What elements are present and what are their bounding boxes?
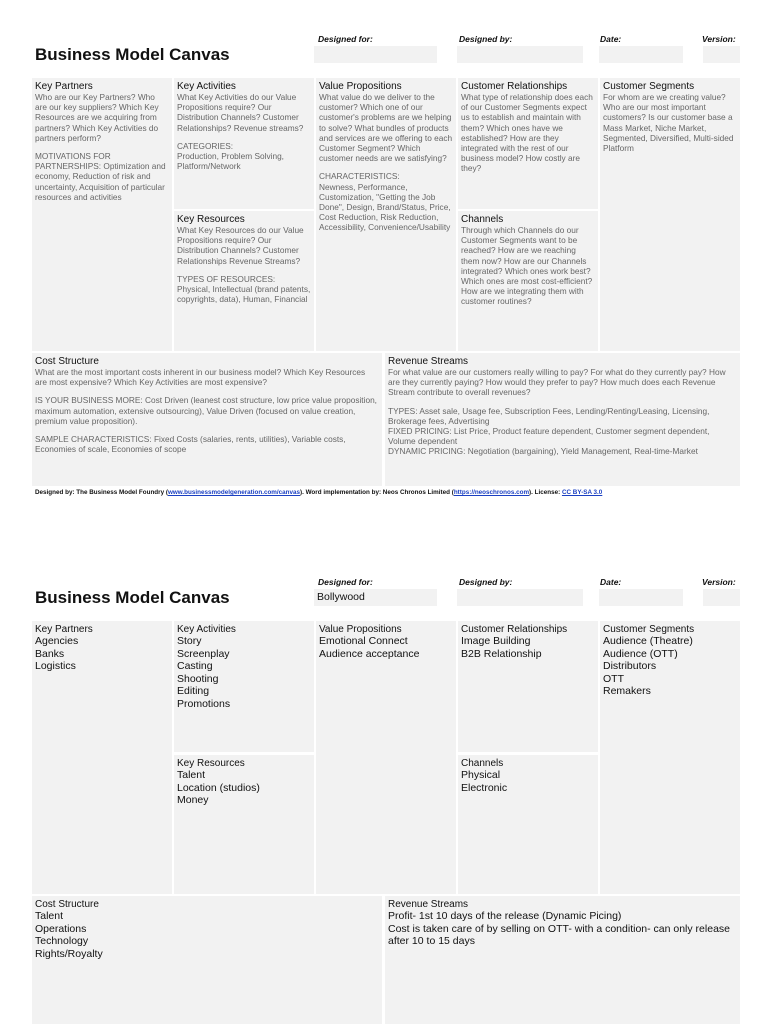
- customer-relationships-box[interactable]: [458, 78, 598, 209]
- designed-for-label: Designed for:: [318, 577, 373, 587]
- key-resources-box[interactable]: [174, 211, 314, 351]
- key-resources-types: TYPES OF RESOURCES: Physical, Intellectual (brand patents, copyrights, data), Human, Financial: [177, 273, 311, 305]
- list-item: Promotions: [177, 697, 231, 710]
- date-label: Date:: [600, 34, 622, 44]
- key-partners-heading: Key Partners: [35, 624, 93, 635]
- list-item: Talent: [177, 769, 206, 781]
- designed-for-field[interactable]: Bollywood: [314, 589, 437, 606]
- list-item: Money: [177, 794, 209, 807]
- list-item: Screenplay: [177, 647, 230, 660]
- value-propositions-list: [319, 635, 453, 660]
- date-field[interactable]: [599, 46, 683, 63]
- credits-text-2: ). Word implementation by: Neos Chronos Limited (: [300, 489, 454, 496]
- designed-for-label: Designed for:: [318, 34, 373, 44]
- page-title: Business Model Canvas: [35, 45, 230, 64]
- key-partners-box[interactable]: [32, 621, 172, 894]
- revenue-streams-types: TYPES: Asset sale, Usage fee, Subscription Fees, Lending/Renting/Leasing, Licensing, Brokerage fees, Advertising FIXED PRICING: List Price, Product feature dependent, Customer segment dependent, Volume dependent DYNAMIC PRICING: Negotiation (bargaining), Yield Management, Real-time-Market: [388, 405, 710, 457]
- list-item: Electronic: [461, 781, 508, 794]
- revenue-streams-list: [388, 910, 737, 948]
- key-activities-box[interactable]: [174, 78, 314, 209]
- cost-structure-box[interactable]: [32, 896, 382, 1024]
- key-partners-list: [35, 635, 169, 673]
- cost-structure-questions: What are the most important costs inherent in our business model? Which Key Resources are most expensive? Which Key Activities are most expensive?: [35, 367, 366, 388]
- value-propositions-box[interactable]: [316, 621, 456, 894]
- version-label: Version:: [702, 577, 736, 587]
- customer-segments-questions: For whom are we creating value? Who are our most important customers? Is our customer base a Mass Market, Niche Market, Segmented, Diversified, Multi-sided Platform: [603, 92, 734, 154]
- designed-by-field[interactable]: [457, 589, 583, 606]
- channels-box[interactable]: [458, 755, 598, 894]
- key-activities-box[interactable]: [174, 621, 314, 752]
- version-field[interactable]: [703, 589, 740, 606]
- channels-heading: Channels: [461, 214, 504, 225]
- cost-structure-heading: Cost Structure: [35, 356, 99, 367]
- canvas-link[interactable]: www.businessmodelgeneration.com/canvas: [167, 489, 300, 496]
- customer-segments-box[interactable]: [600, 78, 740, 351]
- value-propositions-heading: Value Propositions: [319, 81, 402, 92]
- list-item: Technology: [35, 935, 89, 948]
- customer-segments-heading: Customer Segments: [603, 81, 695, 92]
- channels-questions: Through which Channels do our Customer Segments want to be reached? How are we reaching them now? How are our Channels integrated? Which ones work best? Which ones are most cost-efficient? How are we integrating them with customer routines?: [461, 225, 593, 307]
- value-propositions-heading: Value Propositions: [319, 624, 402, 635]
- key-activities-categories: CATEGORIES: Production, Problem Solving, Platform/Network: [177, 140, 284, 172]
- list-item: Logistics: [35, 660, 76, 673]
- value-propositions-box[interactable]: [316, 78, 456, 351]
- channels-heading: Channels: [461, 758, 504, 769]
- revenue-streams-heading: Revenue Streams: [388, 356, 469, 367]
- list-item: Distributors: [603, 660, 657, 673]
- customer-segments-heading: Customer Segments: [603, 624, 695, 635]
- customer-relationships-heading: Customer Relationships: [461, 81, 568, 92]
- list-item: Profit- 1st 10 days of the release (Dynamic Picing): [388, 910, 622, 922]
- key-resources-list: [177, 769, 311, 807]
- list-item: Agencies: [35, 635, 79, 647]
- cost-structure-characteristics: SAMPLE CHARACTERISTICS: Fixed Costs (salaries, rents, utilities), Variable costs, Economies of scale, Economies of scope: [35, 434, 346, 455]
- key-resources-box[interactable]: [174, 755, 314, 894]
- credits-footer: [35, 489, 602, 496]
- page-title: Business Model Canvas: [35, 588, 230, 607]
- cost-structure-business-type: IS YOUR BUSINESS MORE: Cost Driven (leanest cost structure, low price value proposition, maximum automation, extensive outsourcing), Value Driven (focused on value creation, premium value proposition).: [35, 395, 377, 426]
- key-partners-questions: Who are our Key Partners? Who are our key suppliers? Which Key Resources are we acquiring from partners? Which Key Activities do partners perform?: [35, 92, 159, 143]
- designed-for-field[interactable]: [314, 46, 437, 63]
- key-resources-heading: Key Resources: [177, 758, 245, 769]
- channels-box[interactable]: [458, 211, 598, 351]
- list-item: Audience acceptance: [319, 647, 420, 660]
- key-activities-heading: Key Activities: [177, 624, 236, 635]
- designed-by-field[interactable]: [457, 46, 583, 63]
- version-field[interactable]: [703, 46, 740, 63]
- key-resources-questions: What Key Resources do our Value Propositions require? Our Distribution Channels? Customer Relationships Revenue Streams?: [177, 225, 304, 266]
- list-item: Banks: [35, 647, 65, 660]
- key-resources-heading: Key Resources: [177, 214, 245, 225]
- cost-structure-list: [35, 910, 379, 960]
- customer-relationships-box[interactable]: [458, 621, 598, 752]
- list-item: Audience (Theatre): [603, 635, 693, 647]
- revenue-streams-heading: Revenue Streams: [388, 899, 469, 910]
- list-item: Casting: [177, 660, 213, 673]
- list-item: OTT: [603, 672, 624, 685]
- key-activities-heading: Key Activities: [177, 81, 236, 92]
- list-item: B2B Relationship: [461, 647, 542, 660]
- value-propositions-characteristics: CHARACTERISTICS: Newness, Performance, Customization, "Getting the Job Done", Design, Brand/Status, Price, Cost Reduction, Risk Reduction, Accessibility, Convenience/Usability: [319, 171, 451, 233]
- key-partners-motivations: MOTIVATIONS FOR PARTNERSHIPS: Optimization and economy, Reduction of risk and uncertainty, Acquisition of particular resources and activities: [35, 151, 166, 202]
- key-partners-box[interactable]: [32, 78, 172, 351]
- designed-by-label: Designed by:: [459, 34, 513, 44]
- list-item: Shooting: [177, 672, 219, 685]
- list-item: Physical: [461, 769, 501, 781]
- customer-relationships-heading: Customer Relationships: [461, 624, 568, 635]
- cost-structure-heading: Cost Structure: [35, 899, 99, 910]
- list-item: Talent: [35, 910, 64, 922]
- key-partners-heading: Key Partners: [35, 81, 93, 92]
- list-item: Audience (OTT): [603, 647, 678, 660]
- date-label: Date:: [600, 577, 622, 587]
- list-item: Rights/Royalty: [35, 947, 103, 960]
- list-item: Emotional Connect: [319, 635, 408, 647]
- designed-by-label: Designed by:: [459, 577, 513, 587]
- list-item: Image Building: [461, 635, 531, 647]
- license-link[interactable]: CC BY-SA 3.0: [561, 489, 603, 496]
- value-propositions-questions: What value do we deliver to the customer? Which one of our customer's problems are we helping to solve? What bundles of products and services are we offering to each Customer Segment? Which customer needs are we satisfying?: [319, 92, 453, 164]
- customer-segments-box[interactable]: [600, 621, 740, 894]
- list-item: Story: [177, 635, 202, 647]
- list-item: Cost is taken care of by selling on OTT- with a condition- can only release after 10 to 15 days: [388, 922, 730, 948]
- customer-relationships-questions: What type of relationship does each of our Customer Segments expect us to establish and maintain with them? Which ones have we established? How are they integrated with the rest of our business model? How costly are they?: [461, 92, 593, 174]
- revenue-streams-box[interactable]: [385, 353, 740, 486]
- cost-structure-box[interactable]: [32, 353, 382, 486]
- version-label: Version:: [702, 34, 736, 44]
- key-activities-questions: What Key Activities do our Value Propositions require? Our Distribution Channels? Customer Relationships? Revenue streams?: [177, 92, 304, 133]
- list-item: Operations: [35, 922, 87, 935]
- neoschronos-link[interactable]: https://neoschronos.com: [453, 489, 530, 496]
- key-activities-list: [177, 635, 311, 711]
- list-item: Location (studios): [177, 781, 260, 794]
- date-field[interactable]: [599, 589, 683, 606]
- customer-relationships-list: [461, 635, 595, 660]
- credits-text-3: ). License:: [529, 489, 562, 496]
- revenue-streams-box[interactable]: [385, 896, 740, 1024]
- channels-list: [461, 769, 595, 794]
- list-item: Editing: [177, 685, 210, 698]
- customer-segments-list: [603, 635, 737, 698]
- list-item: Remakers: [603, 685, 651, 698]
- revenue-streams-questions: For what value are our customers really willing to pay? For what do they currently pay? How are they currently paying? How would they prefer to pay? How much does each Revenue Stream contribute to overall revenues?: [388, 367, 726, 398]
- credits-text-1: Designed by: The Business Model Foundry (: [35, 489, 168, 496]
